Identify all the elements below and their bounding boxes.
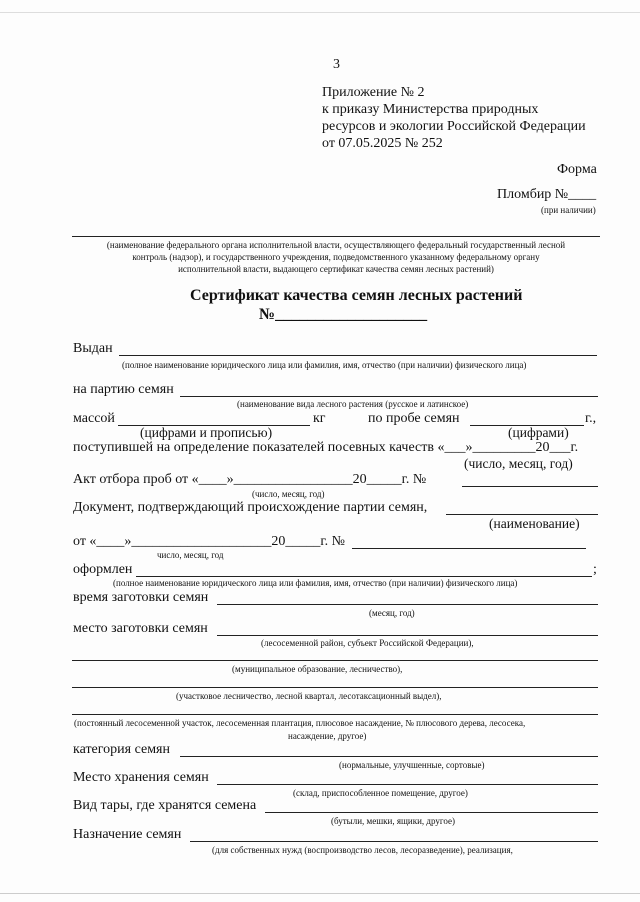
sample-label: по пробе семян	[368, 411, 460, 426]
mass-hint: (цифрами и прописью)	[140, 425, 273, 440]
harvest-place-hint: (муниципальное образование, лесничество),	[232, 664, 403, 674]
harvest-place-label: место заготовки семян	[73, 621, 208, 636]
issuer-hint-line: (наименование федерального органа исполнительной власти, осуществляющего федеральный государственный лесной	[106, 240, 566, 250]
container-type-field[interactable]	[265, 812, 598, 813]
sampling-act-line[interactable]: Акт отбора проб от «____»_________________20_____г. №	[73, 472, 427, 487]
harvest-place-hint: (постоянный лесосеменной участок, лесосеменная плантация, плюсовое насаждение, № плюсового дерева, лесосека,	[74, 718, 526, 728]
seed-category-field[interactable]	[180, 756, 598, 757]
sample-unit: г.,	[585, 411, 597, 426]
harvest-place-hint: насаждение, другое)	[288, 731, 367, 741]
origin-document-hint: (наименование)	[489, 516, 580, 531]
issued-to-field[interactable]	[119, 355, 597, 356]
mass-label: массой	[73, 411, 115, 426]
origin-document-label: Документ, подтверждающий происхождение партии семян,	[73, 500, 428, 515]
issuer-hint	[72, 239, 600, 275]
seed-batch-hint: (наименование вида лесного растения (русское и латинское)	[237, 399, 469, 409]
issued-to-label: Выдан	[73, 341, 113, 356]
storage-place-field[interactable]	[217, 784, 598, 785]
appendix-line: ресурсов и экологии Российской Федерации	[322, 119, 586, 134]
document-date-line[interactable]: от «____»____________________20_____г. №	[73, 534, 345, 549]
harvest-time-label: время заготовки семян	[73, 590, 209, 605]
appendix-line: от 07.05.2025 № 252	[322, 136, 443, 151]
container-type-label: Вид тары, где хранятся семена	[73, 798, 257, 813]
harvest-place-hint: (участковое лесничество, лесной квартал, лесотаксационный выдел),	[176, 691, 442, 701]
issued-by-field[interactable]	[136, 576, 592, 577]
storage-place-label: Место хранения семян	[73, 770, 209, 785]
seal-hint: (при наличии)	[541, 205, 596, 215]
received-date-hint: (число, месяц, год)	[464, 456, 573, 471]
page-number: 3	[333, 57, 340, 72]
seed-batch-label: на партию семян	[73, 382, 174, 397]
document-number-field[interactable]	[352, 548, 586, 549]
mass-unit: кг	[313, 411, 326, 426]
form-label: Форма	[557, 162, 597, 177]
harvest-place-field-3[interactable]	[72, 687, 598, 688]
issuer-hint-line: исполнительной власти, выдающего сертификат качества семян лесных растений)	[178, 264, 494, 274]
certificate-number[interactable]: №___________________	[259, 306, 428, 323]
issuer-line[interactable]	[72, 236, 600, 237]
seed-category-label: категория семян	[73, 742, 170, 757]
origin-document-field[interactable]	[446, 514, 598, 515]
appendix-line: Приложение № 2	[322, 85, 425, 100]
harvest-place-field-2[interactable]	[72, 660, 598, 661]
received-date-line[interactable]: поступившей на определение показателей посевных качеств «___»_________20___г.	[73, 440, 579, 455]
sampling-act-number-field[interactable]	[462, 486, 598, 487]
scan-edge	[0, 893, 640, 894]
sampling-act-hint: (число, месяц, год)	[252, 489, 325, 499]
harvest-time-hint: (месяц, год)	[369, 608, 415, 618]
issued-by-hint: (полное наименование юридического лица или фамилия, имя, отчество (при наличии) физического лица)	[113, 578, 518, 588]
seed-purpose-label: Назначение семян	[73, 827, 182, 842]
harvest-time-field[interactable]	[217, 604, 598, 605]
issued-by-end: ;	[593, 562, 597, 577]
seed-purpose-field[interactable]	[190, 841, 598, 842]
seed-batch-field[interactable]	[180, 396, 598, 397]
seed-purpose-hint: (для собственных нужд (воспроизводство лесов, лесоразведение), реализация,	[212, 845, 513, 855]
issued-by-label: оформлен	[73, 562, 133, 577]
issued-to-hint: (полное наименование юридического лица или фамилия, имя, отчество (при наличии) физического лица)	[122, 360, 527, 370]
harvest-place-field[interactable]	[217, 635, 598, 636]
sample-hint: (цифрами)	[508, 425, 569, 440]
harvest-place-hint: (лесосеменной район, субъект Российской Федерации),	[261, 638, 474, 648]
document-date-hint: число, месяц, год	[157, 550, 224, 560]
storage-place-hint: (склад, приспособленное помещение, другое)	[293, 788, 468, 798]
issuer-hint-line: контроль (надзор), и государственного учреждения, подведомственного указанному федеральному органу	[132, 252, 540, 262]
harvest-place-field-4[interactable]	[72, 714, 598, 715]
appendix-line: к приказу Министерства природных	[322, 102, 539, 117]
container-type-hint: (бутыли, мешки, ящики, другое)	[331, 816, 455, 826]
seal-number: Пломбир №____	[497, 187, 597, 202]
seed-category-hint: (нормальные, улучшенные, сортовые)	[339, 760, 485, 770]
scan-edge	[0, 12, 640, 13]
document-title: Сертификат качества семян лесных растений	[190, 287, 523, 304]
